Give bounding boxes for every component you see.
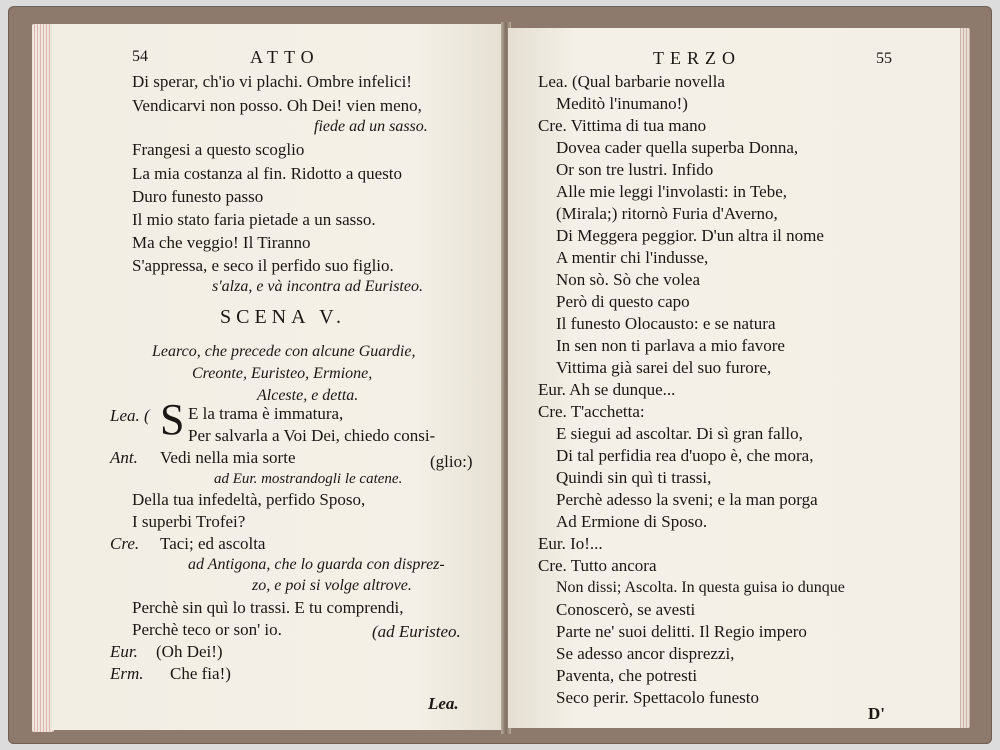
text-line: Duro funesto passo <box>132 187 264 206</box>
text-line: Se adesso ancor disprezzi, <box>556 644 735 663</box>
text-line: Parte ne' suoi delitti. Il Regio impero <box>556 622 807 641</box>
character-list: Creonte, Euristeo, Ermione, <box>192 365 373 382</box>
character-list: Alceste, e detta. <box>257 387 359 404</box>
text-line: Di sperar, ch'io vi plachi. Ombre infelici! <box>132 72 412 91</box>
text-line: (Oh Dei!) <box>156 642 223 661</box>
text-line: Vittima già sarei del suo furore, <box>556 358 772 377</box>
drop-cap: S <box>160 395 185 444</box>
text-line: Paventa, che potresti <box>556 666 698 685</box>
text-line: Quindi sin quì ti trassi, <box>556 468 712 487</box>
stage-direction: ad Eur. mostrandogli le catene. <box>214 471 403 487</box>
text-line: A mentir chi l'indusse, <box>556 248 709 267</box>
page-number-right: 55 <box>876 50 892 67</box>
stage-direction: zo, e poi si volge altrove. <box>252 577 412 594</box>
text-line: Il mio stato faria pietade a un sasso. <box>132 210 376 229</box>
text-line: Per salvarla a Voi Dei, chiedo consi- <box>188 426 436 445</box>
speaker-label: Eur. <box>110 642 138 661</box>
text-line: Che fia!) <box>170 664 231 683</box>
text-line: Perchè teco or son' io. <box>132 620 282 639</box>
text-line: E la trama è immatura, <box>188 404 344 423</box>
text-line: Meditò l'inumano!) <box>556 94 688 113</box>
text-line: I superbi Trofei? <box>132 512 246 531</box>
text-line: Taci; ed ascolta <box>160 534 266 553</box>
text-line: In sen non ti parlava a mio favore <box>556 336 785 355</box>
text-line: Vendicarvi non posso. Oh Dei! vien meno, <box>132 96 422 115</box>
text-line: Seco perir. Spettacolo funesto <box>556 688 760 707</box>
text-line: E siegui ad ascoltar. Di sì gran fallo, <box>556 424 803 443</box>
text-line: Ma che veggio! Il Tiranno <box>132 233 311 252</box>
text-line: Alle mie leggi l'involasti: in Tebe, <box>556 182 788 201</box>
text-line: Non dissi; Ascolta. In questa guisa io dunque <box>556 579 845 596</box>
text-line: Perchè sin quì lo trassi. E tu comprendi, <box>132 598 404 617</box>
text-line: Non sò. Sò che volea <box>556 270 701 289</box>
text-line: Lea. (Qual barbarie novella <box>538 72 725 91</box>
catchword: D' <box>868 704 885 723</box>
text-line: Cre. T'acchetta: <box>538 402 645 421</box>
running-head-right: TERZO <box>653 48 741 68</box>
text-line: Cre. Vittima di tua mano <box>538 116 707 135</box>
text-line: La mia costanza al fin. Ridotto a questo <box>132 164 403 183</box>
character-list: Learco, che precede con alcune Guardie, <box>152 343 416 360</box>
text-line: Ad Ermione di Sposo. <box>556 512 708 531</box>
text-line: Perchè adesso la sveni; e la man porga <box>556 490 818 509</box>
right-page <box>508 28 960 728</box>
speaker-label: Erm. <box>110 664 144 683</box>
text-line: (glio:) <box>430 452 473 471</box>
text-line: (Mirala;) ritornò Furia d'Averno, <box>556 204 778 223</box>
left-page <box>52 24 504 730</box>
catchword: Lea. <box>428 694 459 713</box>
text-line: Or son tre lustri. Infido <box>556 160 714 179</box>
text-line: Frangesi a questo scoglio <box>132 140 305 159</box>
text-line: Della tua infedeltà, perfido Sposo, <box>132 490 366 509</box>
speaker-label: Ant. <box>110 448 138 467</box>
stage-direction: fiede ad un sasso. <box>314 118 428 135</box>
text-line: Vedi nella mia sorte <box>160 448 296 467</box>
page-number-left: 54 <box>132 48 148 65</box>
text-line: Dovea cader quella superba Donna, <box>556 138 799 157</box>
text-line: Conoscerò, se avesti <box>556 600 696 619</box>
text-line: Eur. Io!... <box>538 534 603 553</box>
text-line: Di tal perfidia rea d'uopo è, che mora, <box>556 446 814 465</box>
text-line: Il funesto Olocausto: e se natura <box>556 314 776 333</box>
speaker-label: Cre. <box>110 534 140 553</box>
text-line: S'appressa, e seco il perfido suo figlio. <box>132 256 394 275</box>
speaker-label: Lea. ( <box>110 406 150 425</box>
running-head-left: ATTO <box>250 47 320 67</box>
scene-heading: SCENA V. <box>220 306 346 328</box>
book-cover <box>8 6 992 744</box>
stage-direction: ad Antigona, che lo guarda con disprez- <box>188 556 445 573</box>
text-line: Però di questo capo <box>556 292 690 311</box>
text-line: Cre. Tutto ancora <box>538 556 657 575</box>
stage-direction: s'alza, e và incontra ad Euristeo. <box>212 278 423 295</box>
page-edges-left <box>32 24 54 732</box>
text-line: Di Meggera peggior. D'un altra il nome <box>556 226 824 245</box>
text-line: Eur. Ah se dunque... <box>538 380 676 399</box>
stage-direction: (ad Euristeo. <box>372 622 461 641</box>
